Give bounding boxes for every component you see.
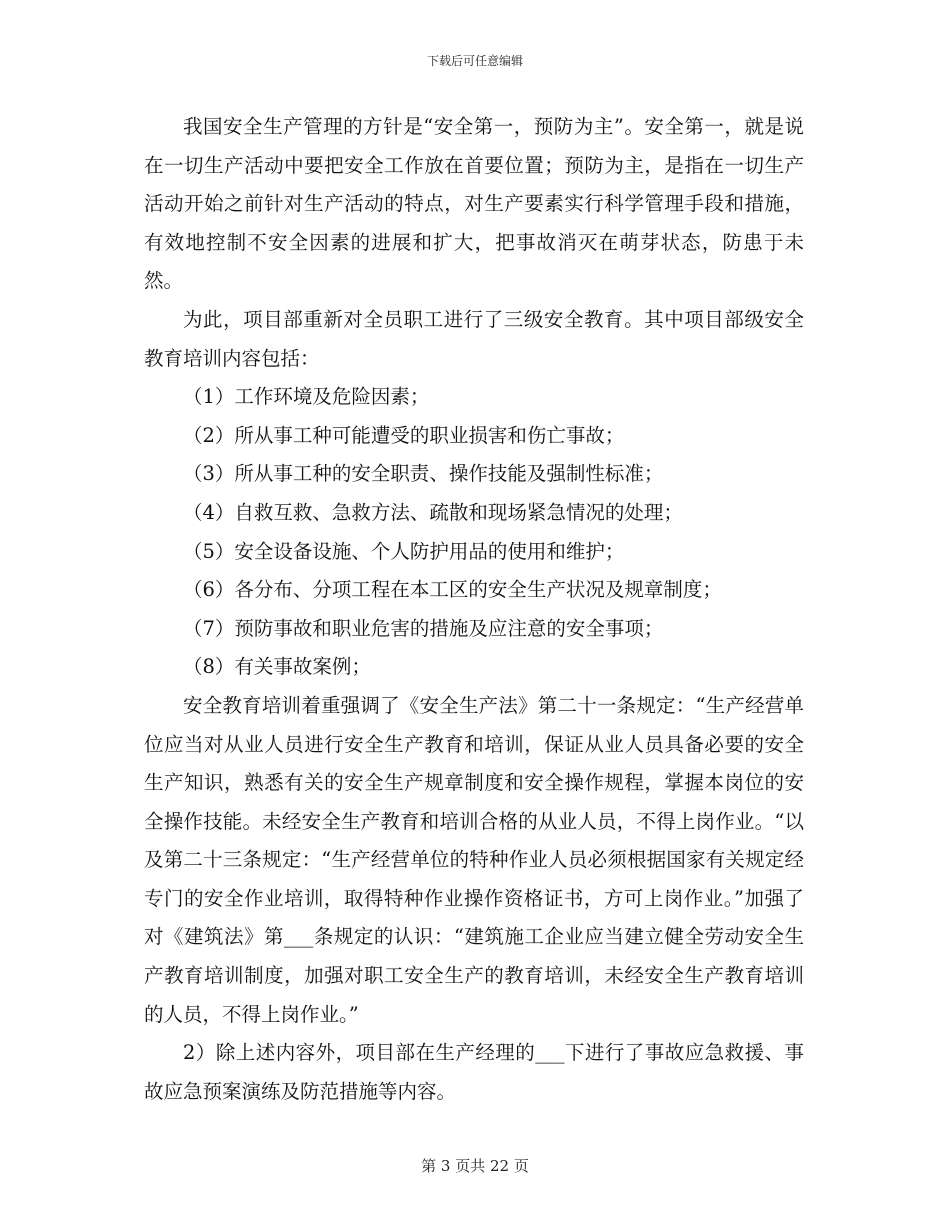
page-header: 下载后可任意编辑 xyxy=(426,54,523,68)
list-item: （1）工作环境及危险因素； xyxy=(183,385,430,409)
document-body xyxy=(144,108,804,1111)
list-item: （5）安全设备设施、个人防护用品的使用和维护； xyxy=(183,539,625,563)
list-item: （8）有关事故案例； xyxy=(183,655,371,679)
list-item: （7）预防事故和职业危害的措施及应注意的安全事项； xyxy=(183,616,664,640)
paragraph-legal-requirements: 安全教育培训着重强调了《安全生产法》第二十一条规定：“生产经营单位应当对从业人员进行安全生产教育和培训，保证从业人员具备必要的安全生产知识，熟悉有关的安全生产规章制度和安全操作规程，掌握本岗位的安全操作技能。未经安全生产教育和培训合格的从业人员，不得上岗作业。“以及第二十三条规定：“生产经营单位的特种作业人员必须根据国家有关规定经专门的安全作业培训，取得特种作业操作资格证书，方可上岗作业。”加强了对《建筑法》第___条规定的认识：“建筑施工企业应当建立健全劳动安全生产教育培训制度，加强对职工安全生产的教育培训，未经安全生产教育培训的人员，不得上岗作业。” xyxy=(144,693,804,1026)
page-footer: 第 3 页共 22 页 xyxy=(421,1157,529,1175)
paragraph-three-level-education: 为此，项目部重新对全员职工进行了三级安全教育。其中项目部级安全教育培训内容包括： xyxy=(144,307,804,370)
list-item: （6）各分布、分项工程在本工区的安全生产状况及规章制度； xyxy=(183,578,722,602)
paragraph-safety-policy: 我国安全生产管理的方针是“安全第一，预防为主”。安全第一，就是说在一切生产活动中要把安全工作放在首要位置；预防为主，是指在一切生产活动开始之前针对生产活动的特点，对生产要素实行科学管理手段和措施，有效地控制不安全因素的进展和扩大，把事故消灭在萌芽状态，防患于未然。 xyxy=(144,115,804,293)
list-item: （3）所从事工种的安全职责、操作技能及强制性标准； xyxy=(183,462,664,486)
list-item: （2）所从事工种可能遭受的职业损害和伤亡事故； xyxy=(183,423,625,447)
list-item: （4）自救互救、急救方法、疏散和现场紧急情况的处理； xyxy=(183,500,683,524)
paragraph-emergency-drills: 2）除上述内容外，项目部在生产经理的___下进行了事故应急救援、事故应急预案演练及防范措施等内容。 xyxy=(144,1041,804,1103)
